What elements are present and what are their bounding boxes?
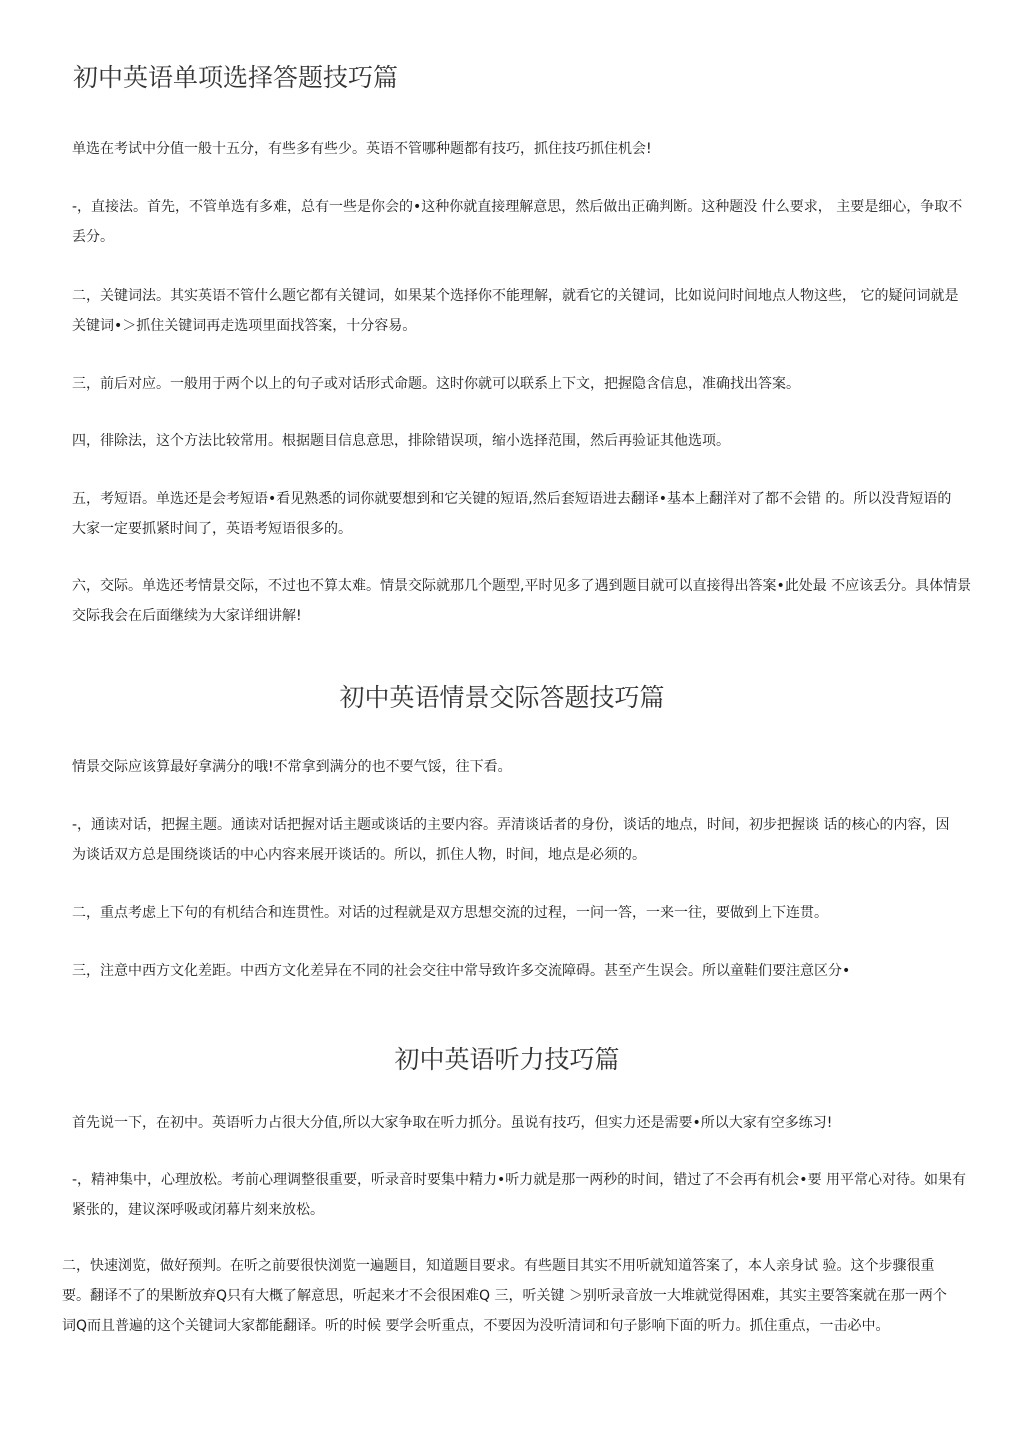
paragraph: 二，关键词法。其实英语不管什么题它都有关键词，如果某个选择你不能理解，就看它的关键词，比如说问时间地点人物这些， 它的疑问词就是关键词•＞抓住关键词再走选项里面找答案，十分容易。 (72, 288, 959, 334)
paragraph: 五，考短语。单选还是会考短语•看见熟悉的词你就要想到和它关键的短语,然后套短语进去翻译•基本上翻洋对了都不会错 的。所以没背短语的大家一定要抓紧时间了，英语考短语很多的。 (72, 491, 952, 537)
section-title-multiple-choice: 初中英语单项选择答题技巧篇 (73, 63, 399, 92)
paragraph: 二，快速浏览，做好预判。在听之前要很快浏览一遍题目，知道题目要求。有些题目其实不用听就知道答案了，本人亲身试 验。这个步骤很重要。翻译不了的果断放弃Q只有大概了解意思，听起来才不会很困难Q 三，听关键 ＞别听录音放一大堆就觉得困难，其实主要答案就在那一两个词Q而且普遍的这个关键词大家都能翻译。听的时候 要学会听重点，不要因为没听清词和句子影响下面的听力。抓住重点，一击必中。 (62, 1258, 947, 1334)
paragraph: 四，徘除法，这个方法比较常用。根据题目信息意思，排除错误项，缩小选择范围，然后再验证其他选项。 (72, 433, 730, 449)
paragraph: -，通读对话，把握主题。通读对话把握对话主题或谈话的主要内容。弄清谈话者的身份，谈话的地点，时间，初步把握谈 话的核心的内容，因为谈话双方总是围绕谈话的中心内容来展开谈话的。所以，抓住人物，时间，地点是必须的。 (72, 817, 950, 863)
paragraph: 三，前后对应。一般用于两个以上的句子或对话形式命题。这时你就可以联系上下文，把握隐含信息，准确找出答案。 (72, 376, 800, 392)
paragraph: 六，交际。单选还考情景交际，不过也不算太难。情景交际就那几个题型,平时见多了遇到题目就可以直接得出答案•此处最 不应该丢分。具体情景交际我会在后面继续为大家详细讲解! (72, 578, 972, 624)
paragraph: 三，注意中西方文化差距。中西方文化差异在不同的社会交往中常导致许多交流障碍。甚至产生误会。所以童鞋们要注意区分• (72, 963, 851, 979)
paragraph: 情景交际应该算最好拿满分的哦!不常拿到满分的也不要气馁，往下看。 (72, 759, 512, 775)
paragraph: 首先说一下，在初中。英语听力占很大分值,所以大家争取在听力抓分。虽说有技巧，但实力还是需要•所以大家有空多练习! (72, 1115, 833, 1131)
paragraph: -，精神集中，心理放松。考前心理调整很重要，听录音时要集中精力•听力就是那一两秒的时间，错过了不会再有机会•要 用平常心对待。如果有紧张的，建议深呼吸或闭幕片刻来放松。 (72, 1172, 967, 1218)
paragraph: 单选在考试中分值一般十五分，有些多有些少。英语不管哪种题都有技巧，抓住技巧抓住机会! (72, 141, 652, 157)
paragraph: 二，重点考虑上下句的有机结合和连贯性。对话的过程就是双方思想交流的过程，一问一答，一来一往，要做到上下连贯。 (72, 905, 828, 921)
paragraph: -，直接法。首先，不管单选有多难，总有一些是你会的•这种你就直接理解意思，然后做出正确判断。这种题没 什么要求， 主要是细心，争取不丢分。 (72, 199, 963, 245)
section-title-listening: 初中英语听力技巧篇 (394, 1045, 620, 1074)
section-title-situational-dialogue: 初中英语情景交际答题技巧篇 (339, 683, 665, 712)
